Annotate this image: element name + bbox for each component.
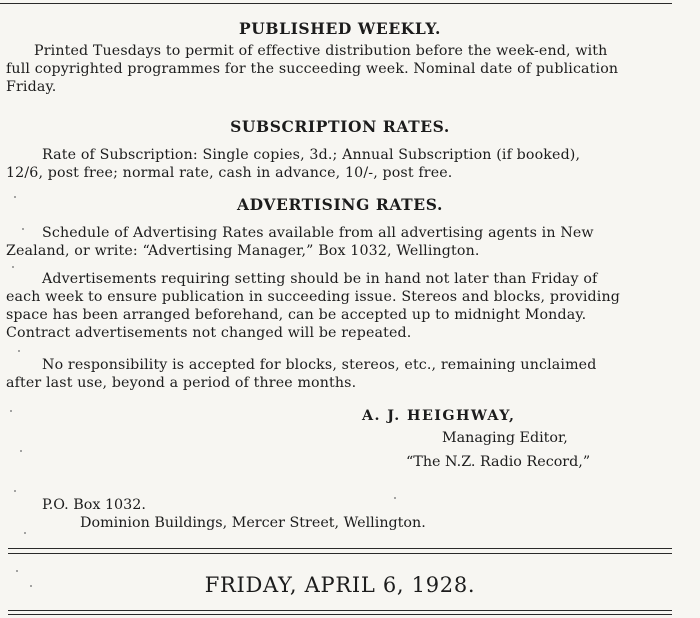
scan-speck <box>12 266 14 268</box>
scan-speck <box>16 570 18 572</box>
text-line: No responsibility is accepted for blocks, stereos, etc., remaining unclaimed <box>42 357 597 373</box>
scan-speck <box>22 228 24 230</box>
signature-publication: “The N.Z. Radio Record,” <box>406 454 591 470</box>
scan-speck <box>14 490 16 492</box>
advertising-heading: ADVERTISING RATES. <box>237 195 443 214</box>
text-line: full copyrighted programmes for the succeeding week. Nominal date of publication <box>6 61 619 77</box>
text-line: Contract advertisements not changed will be repeated. <box>6 325 412 341</box>
signature-name: A. J. HEIGHWAY, <box>362 408 516 424</box>
subscription-paragraph <box>42 146 672 164</box>
text-line: 12/6, post free; normal rate, cash in advance, 10/-, post free. <box>6 165 453 181</box>
divider-rule-upper <box>8 548 672 549</box>
published-heading: PUBLISHED WEEKLY. <box>239 19 441 38</box>
advertising-paragraph-3 <box>42 356 672 374</box>
text-line: after last use, beyond a period of three months. <box>6 375 357 391</box>
scan-speck <box>20 450 22 452</box>
scan-speck <box>394 497 396 499</box>
text-line: Zealand, or write: “Advertising Manager,” Box 1032, Wellington. <box>6 243 480 259</box>
advertising-paragraph-2 <box>42 270 672 288</box>
top-rule <box>0 3 672 4</box>
text-line: Friday. <box>6 79 57 95</box>
scan-speck <box>30 585 32 587</box>
address-street: Dominion Buildings, Mercer Street, Wellington. <box>80 515 426 531</box>
signature-title: Managing Editor, <box>442 430 568 446</box>
text-line: space has been arranged beforehand, can be accepted up to midnight Monday. <box>6 307 587 323</box>
text-line: Rate of Subscription: Single copies, 3d.; Annual Subscription (if booked), <box>42 147 581 163</box>
text-line: Printed Tuesdays to permit of effective distribution before the week-end, with <box>34 43 608 59</box>
subscription-heading: SUBSCRIPTION RATES. <box>230 117 450 136</box>
advertising-paragraph-2-cont <box>6 288 672 342</box>
advertising-paragraph-1 <box>42 224 672 242</box>
bottom-rule-lower <box>8 614 672 615</box>
advertising-paragraph-3-cont <box>6 374 672 392</box>
text-line: Schedule of Advertising Rates available from all advertising agents in New <box>42 225 594 241</box>
scan-speck <box>18 350 20 352</box>
scan-speck <box>10 410 12 412</box>
scan-speck <box>24 532 26 534</box>
address-box: P.O. Box 1032. <box>42 497 146 513</box>
divider-rule-lower <box>8 553 672 554</box>
dateline: FRIDAY, APRIL 6, 1928. <box>204 573 476 597</box>
scan-speck <box>14 196 16 198</box>
bottom-rule-upper <box>8 610 672 611</box>
subscription-paragraph-cont <box>6 164 672 182</box>
text-line: Advertisements requiring setting should be in hand not later than Friday of <box>42 271 598 287</box>
text-line: each week to ensure publication in succeeding issue. Stereos and blocks, providing <box>6 289 620 305</box>
advertising-paragraph-1-cont <box>6 242 672 260</box>
published-paragraph-cont <box>6 60 672 96</box>
published-paragraph <box>34 42 672 60</box>
